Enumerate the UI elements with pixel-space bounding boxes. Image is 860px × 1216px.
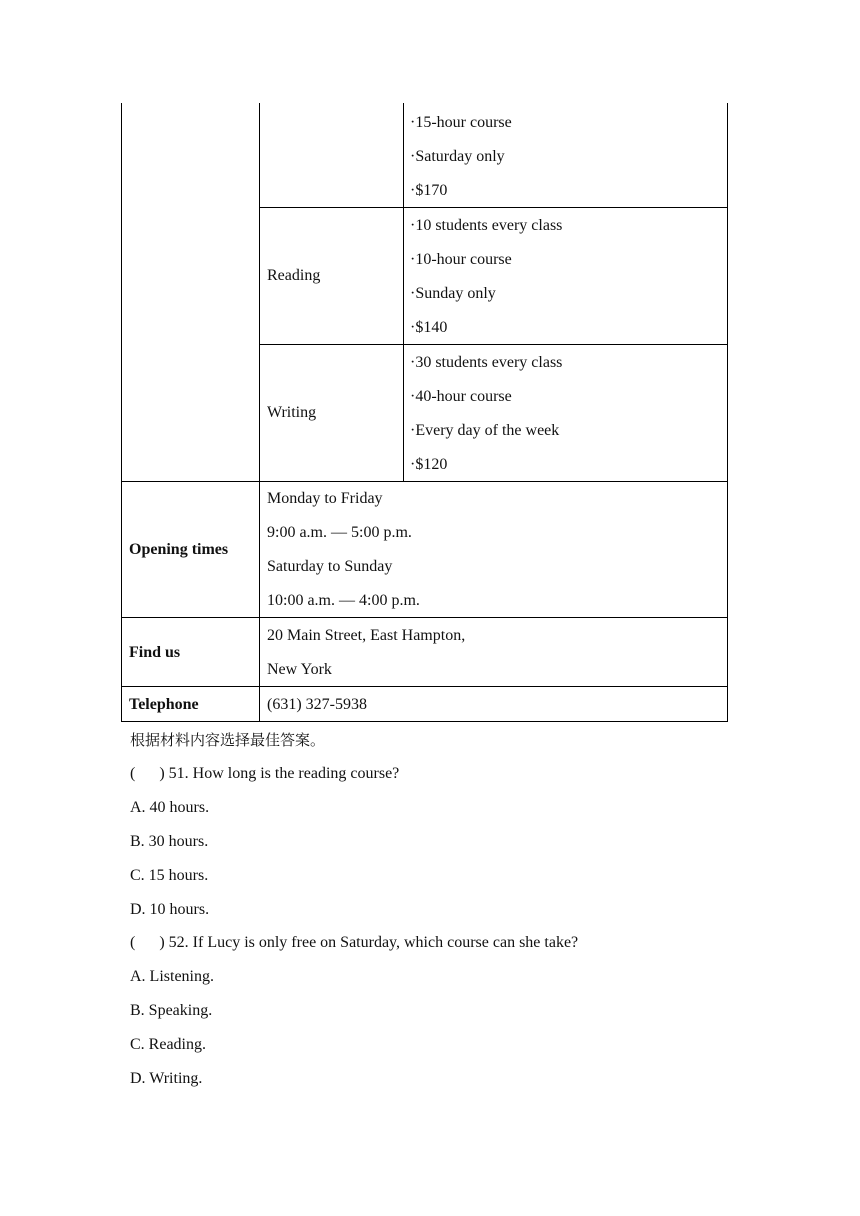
course-detail: ·10 students every class <box>410 217 563 234</box>
question-52-option-a: A. Listening. <box>130 968 214 985</box>
course-detail: ·30 students every class <box>410 354 563 371</box>
telephone-label: Telephone <box>129 696 199 713</box>
table-border-bottom <box>121 721 728 722</box>
info-table <box>121 103 728 722</box>
question-52-option-d: D. Writing. <box>130 1070 203 1087</box>
instruction: 根据材料内容选择最佳答案。 <box>130 731 326 749</box>
course-detail: ·$170 <box>410 182 448 199</box>
opening-times-line: 9:00 a.m. — 5:00 p.m. <box>267 524 412 541</box>
table-col-divider-1 <box>259 103 260 722</box>
course-detail: ·Every day of the week <box>410 422 560 439</box>
find-us-label: Find us <box>129 644 181 661</box>
table-row-divider <box>121 686 728 687</box>
table-border-left <box>121 103 122 722</box>
address-line: 20 Main Street, East Hampton, <box>267 627 466 644</box>
opening-times-line: Saturday to Sunday <box>267 558 393 575</box>
question-51-stem: ( ) 51. How long is the reading course? <box>130 765 400 782</box>
course-name-reading: Reading <box>267 267 321 284</box>
question-51-option-a: A. 40 hours. <box>130 799 210 816</box>
course-detail: ·40-hour course <box>410 388 512 405</box>
question-51-option-b: B. 30 hours. <box>130 833 209 850</box>
table-row-divider <box>259 207 728 208</box>
table-border-right <box>727 103 728 722</box>
opening-times-line: Monday to Friday <box>267 490 383 507</box>
opening-times-label: Opening times <box>129 541 229 558</box>
table-col-divider-2 <box>403 103 404 481</box>
question-52-stem: ( ) 52. If Lucy is only free on Saturday, which course can she take? <box>130 934 579 951</box>
course-name-writing: Writing <box>267 404 317 421</box>
course-detail: ·Sunday only <box>410 285 496 302</box>
course-detail: ·$140 <box>410 319 448 336</box>
course-detail: ·10-hour course <box>410 251 512 268</box>
table-row-divider <box>121 481 728 482</box>
address-line: New York <box>267 661 332 678</box>
question-52-option-b: B. Speaking. <box>130 1002 213 1019</box>
question-51-option-c: C. 15 hours. <box>130 867 209 884</box>
table-row-divider <box>121 617 728 618</box>
course-detail: ·Saturday only <box>410 148 505 165</box>
telephone-value: (631) 327-5938 <box>267 696 367 713</box>
question-51-option-d: D. 10 hours. <box>130 901 210 918</box>
table-row-divider <box>259 344 728 345</box>
question-52-option-c: C. Reading. <box>130 1036 206 1053</box>
course-detail: ·$120 <box>410 456 448 473</box>
course-detail: ·15-hour course <box>410 114 512 131</box>
opening-times-line: 10:00 a.m. — 4:00 p.m. <box>267 592 420 609</box>
